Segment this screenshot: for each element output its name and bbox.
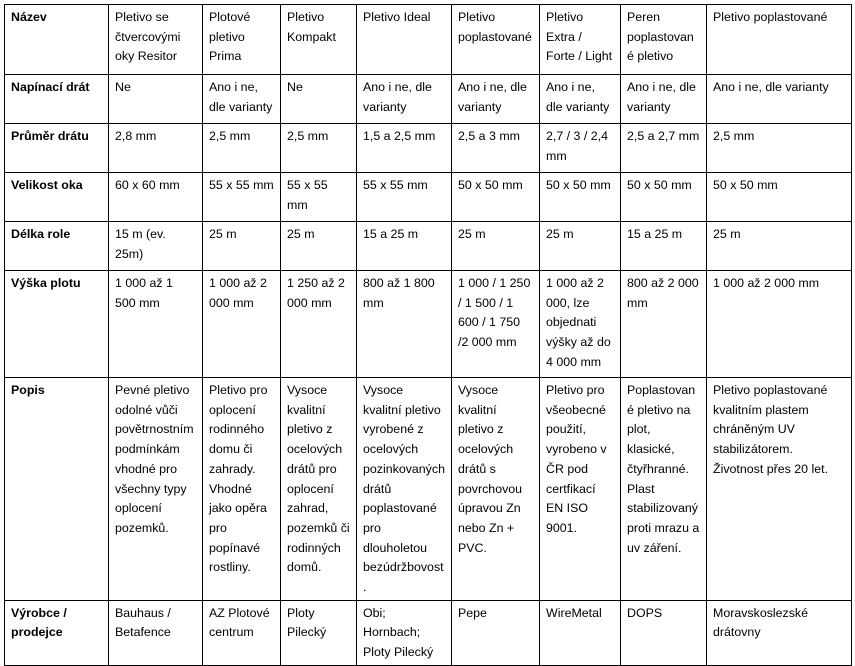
table-cell: 50 x 50 mm — [707, 173, 852, 222]
table-cell: 50 x 50 mm — [621, 173, 707, 222]
table-cell: 25 m — [707, 222, 852, 271]
table-cell: Pletivo pro oplocení rodinného domu či zahrady. Vhodné jako opěra pro popínavé rostliny. — [203, 378, 281, 601]
table-cell: Pletivo pro všeobecné použití, vyrobeno v ČR pod certfikací EN ISO 9001. — [540, 378, 621, 601]
row-header: Velikost oka — [5, 173, 109, 222]
table-cell: 25 m — [203, 222, 281, 271]
table-cell: WireMetal — [540, 600, 621, 665]
table-cell: Moravskoslezské drátovny — [707, 600, 852, 665]
table-cell: Ne — [109, 75, 203, 124]
table-cell: 2,5 a 2,7 mm — [621, 124, 707, 173]
table-cell: Ano i ne, dle varianty — [707, 75, 852, 124]
row-header: Popis — [5, 378, 109, 601]
row-header: Název — [5, 5, 109, 75]
table-cell: Peren poplastované pletivo — [621, 5, 707, 75]
table-cell: Vysoce kvalitní pletivo vyrobené z ocelových pozinkovaných drátů poplastované pro dlouholetou bezúdržbovost. — [357, 378, 452, 601]
table-cell: Ploty Pilecký — [281, 600, 357, 665]
table-cell: Ano i ne, dle varianty — [452, 75, 540, 124]
table-cell: 2,5 mm — [203, 124, 281, 173]
table-cell: 800 až 1 800 mm — [357, 271, 452, 378]
table-cell: 50 x 50 mm — [452, 173, 540, 222]
row-header: Výška plotu — [5, 271, 109, 378]
table-cell: Pletivo poplastované — [707, 5, 852, 75]
table-cell: 1 000 až 2 000 mm — [203, 271, 281, 378]
table-cell: Pevné pletivo odolné vůči povětrnostním podmínkám vhodné pro všechny typy oplocení pozemků. — [109, 378, 203, 601]
table-cell: Pletivo poplastované — [452, 5, 540, 75]
table-cell: 1,5 a 2,5 mm — [357, 124, 452, 173]
table-cell: 2,8 mm — [109, 124, 203, 173]
table-cell: Vysoce kvalitní pletivo z ocelových drátů pro oplocení zahrad, pozemků či rodinných domů. — [281, 378, 357, 601]
table-cell: 2,7 / 3 / 2,4 mm — [540, 124, 621, 173]
table-row — [5, 5, 852, 75]
table-cell: Pepe — [452, 600, 540, 665]
table-row — [5, 271, 852, 378]
table-cell: 1 000 až 1 500 mm — [109, 271, 203, 378]
table-cell: Pletivo Extra / Forte / Light — [540, 5, 621, 75]
table-cell: Ano i ne, dle varianty — [203, 75, 281, 124]
row-header: Napínací drát — [5, 75, 109, 124]
table-cell: 15 a 25 m — [621, 222, 707, 271]
table-cell: 25 m — [540, 222, 621, 271]
table-cell: 1 000 až 2 000, lze objednati výšky až do 4 000 mm — [540, 271, 621, 378]
table-row — [5, 173, 852, 222]
table-cell: 15 m (ev. 25m) — [109, 222, 203, 271]
table-body — [5, 5, 852, 666]
table-cell: 25 m — [452, 222, 540, 271]
row-header: Délka role — [5, 222, 109, 271]
table-cell: Pletivo Ideal — [357, 5, 452, 75]
table-cell: Obi; Hornbach; Ploty Pilecký — [357, 600, 452, 665]
table-cell: 55 x 55 mm — [357, 173, 452, 222]
comparison-table — [4, 4, 852, 666]
table-cell: Ano i ne, dle varianty — [621, 75, 707, 124]
table-cell: 1 000 / 1 250 / 1 500 / 1 600 / 1 750 /2 000 mm — [452, 271, 540, 378]
table-cell: 2,5 mm — [707, 124, 852, 173]
table-cell: Bauhaus / Betafence — [109, 600, 203, 665]
table-cell: Pletivo poplastované kvalitním plastem chráněným UV stabilizátorem. Životnost přes 20 let. — [707, 378, 852, 601]
table-cell: 55 x 55 mm — [203, 173, 281, 222]
table-row — [5, 75, 852, 124]
table-cell: 800 až 2 000 mm — [621, 271, 707, 378]
table-cell: Ano i ne, dle varianty — [540, 75, 621, 124]
table-cell: 1 000 až 2 000 mm — [707, 271, 852, 378]
table-row — [5, 124, 852, 173]
table-cell: 2,5 a 3 mm — [452, 124, 540, 173]
table-cell: 60 x 60 mm — [109, 173, 203, 222]
table-cell: Ne — [281, 75, 357, 124]
table-cell: DOPS — [621, 600, 707, 665]
table-row — [5, 222, 852, 271]
table-row — [5, 600, 852, 665]
table-cell: 2,5 mm — [281, 124, 357, 173]
table-cell: Plotové pletivo Prima — [203, 5, 281, 75]
row-header: Průměr drátu — [5, 124, 109, 173]
table-cell: 25 m — [281, 222, 357, 271]
table-cell: Pletivo se čtvercovými oky Resitor — [109, 5, 203, 75]
table-cell: 50 x 50 mm — [540, 173, 621, 222]
table-cell: 55 x 55 mm — [281, 173, 357, 222]
table-cell: Vysoce kvalitní pletivo z ocelových drátů s povrchovou úpravou Zn nebo Zn + PVC. — [452, 378, 540, 601]
table-cell: 15 a 25 m — [357, 222, 452, 271]
row-header: Výrobce / prodejce — [5, 600, 109, 665]
table-cell: Ano i ne, dle varianty — [357, 75, 452, 124]
table-cell: Pletivo Kompakt — [281, 5, 357, 75]
table-cell: AZ Plotové centrum — [203, 600, 281, 665]
table-row — [5, 378, 852, 601]
table-cell: Poplastované pletivo na plot, klasické, čtyřhranné. Plast stabilizovaný proti mrazu a uv záření. — [621, 378, 707, 601]
table-cell: 1 250 až 2 000 mm — [281, 271, 357, 378]
